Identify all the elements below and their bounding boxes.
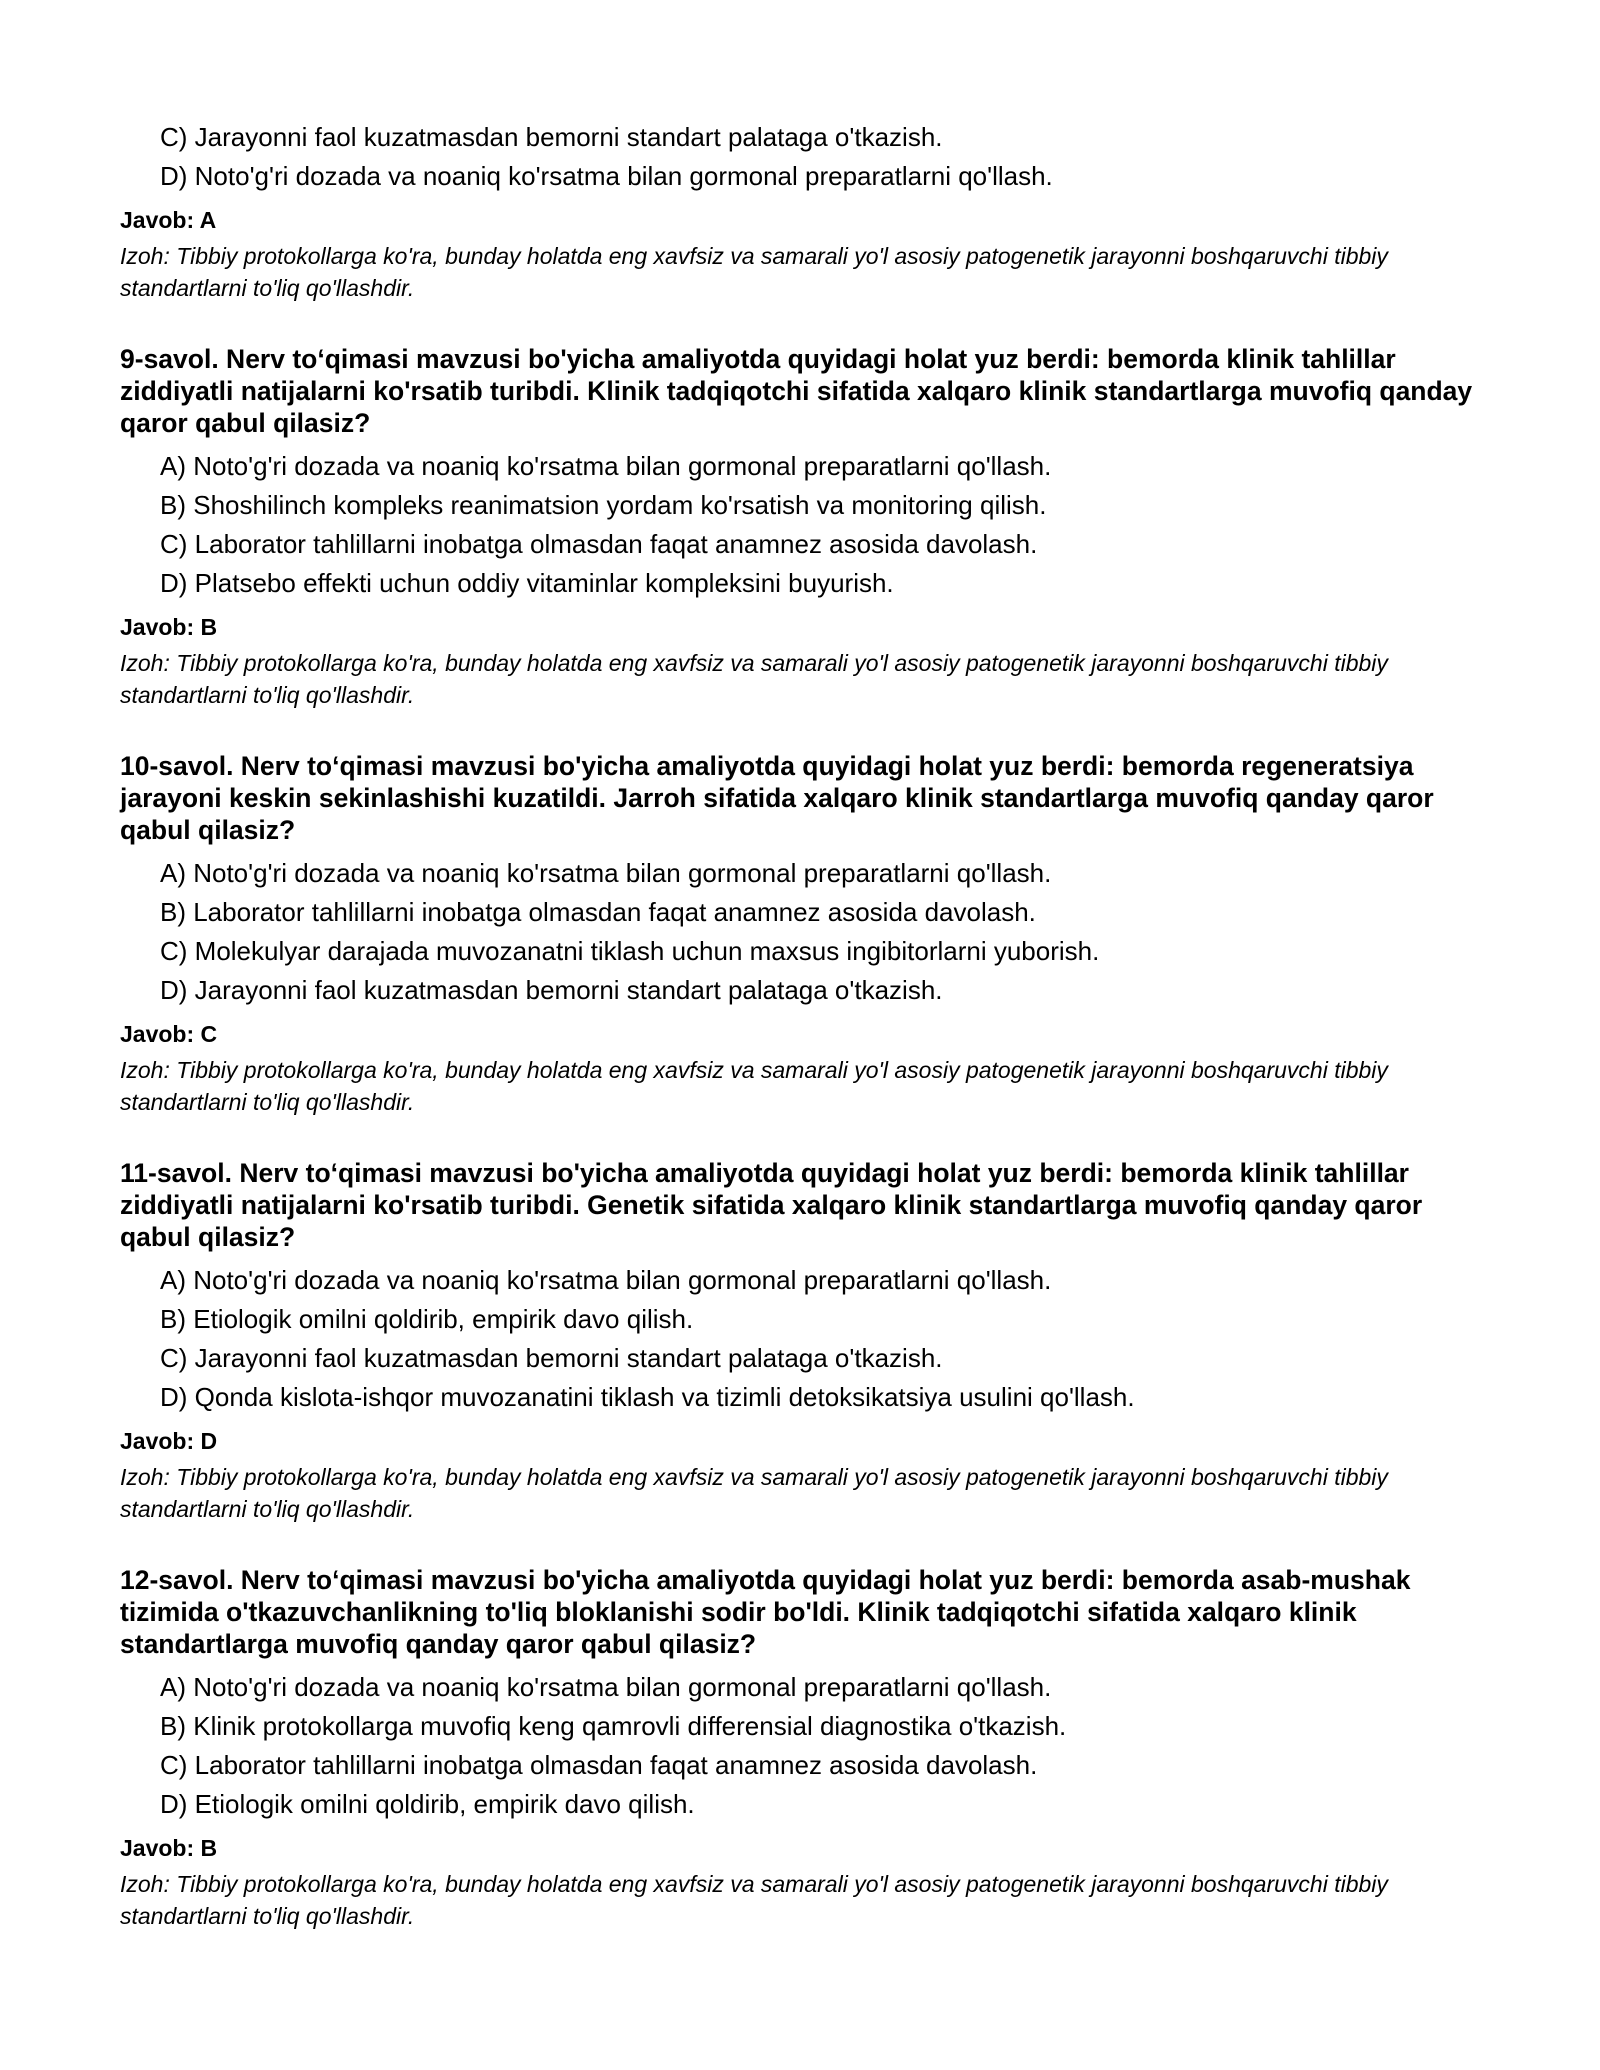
answer-label: Javob: D — [120, 1428, 218, 1454]
answer-label: Javob: B — [120, 1835, 218, 1861]
answer-label: Javob: C — [120, 1021, 218, 1047]
question-11 — [120, 1157, 1480, 1525]
option-c: C) Jarayonni faol kuzatmasdan bemorni standart palataga o'tkazish. — [160, 122, 943, 152]
option-c: C) Molekulyar darajada muvozanatni tiklash uchun maxsus ingibitorlarni yuborish. — [160, 936, 1100, 966]
option-a: A) Noto'g'ri dozada va noaniq ko'rsatma bilan gormonal preparatlarni qo'llash. — [160, 1265, 1052, 1295]
option-d: D) Etiologik omilni qoldirib, empirik davo qilish. — [160, 1789, 695, 1819]
question-text: 9-savol. Nerv to‘qimasi mavzusi bo'yicha amaliyotda quyidagi holat yuz berdi: bemorda klinik tahlillar ziddiyatli natijalarni ko'rsatib turibdi. Klinik tadqiqotchi sifatida xalqaro klinik standartlarga muvofiq qanday qaror qabul qilasiz? — [120, 344, 1473, 438]
option-d: D) Qonda kislota-ishqor muvozanatini tiklash va tizimli detoksikatsiya usulini qo'llash. — [160, 1382, 1135, 1412]
option-b: B) Klinik protokollarga muvofiq keng qamrovli differensial diagnostika o'tkazish. — [160, 1711, 1067, 1741]
question-9 — [120, 343, 1480, 711]
answer-label: Javob: B — [120, 614, 218, 640]
option-d: D) Jarayonni faol kuzatmasdan bemorni standart palataga o'tkazish. — [160, 975, 943, 1005]
option-b: B) Laborator tahlillarni inobatga olmasdan faqat anamnez asosida davolash. — [160, 897, 1036, 927]
question-text: 11-savol. Nerv to‘qimasi mavzusi bo'yicha amaliyotda quyidagi holat yuz berdi: bemorda klinik tahlillar ziddiyatli natijalarni ko'rsatib turibdi. Genetik sifatida xalqaro klinik standartlarga muvofiq qanday qaror qabul qilasiz? — [120, 1158, 1423, 1252]
explanation-note: Izoh: Tibbiy protokollarga ko'ra, bunday holatda eng xavfsiz va samarali yo'l asosiy patogenetik jarayonni boshqaruvchi tibbiy standartlarni to'liq qo'llashdir. — [120, 650, 1388, 708]
explanation-note: Izoh: Tibbiy protokollarga ko'ra, bunday holatda eng xavfsiz va samarali yo'l asosiy patogenetik jarayonni boshqaruvchi tibbiy standartlarni to'liq qo'llashdir. — [120, 243, 1388, 301]
explanation-note: Izoh: Tibbiy protokollarga ko'ra, bunday holatda eng xavfsiz va samarali yo'l asosiy patogenetik jarayonni boshqaruvchi tibbiy standartlarni to'liq qo'llashdir. — [120, 1057, 1388, 1115]
option-c: C) Laborator tahlillarni inobatga olmasdan faqat anamnez asosida davolash. — [160, 1750, 1038, 1780]
option-a: A) Noto'g'ri dozada va noaniq ko'rsatma bilan gormonal preparatlarni qo'llash. — [160, 858, 1052, 888]
document-page — [120, 118, 1480, 1932]
option-d: D) Noto'g'ri dozada va noaniq ko'rsatma bilan gormonal preparatlarni qo'llash. — [160, 161, 1053, 191]
option-d: D) Platsebo effekti uchun oddiy vitaminlar kompleksini buyurish. — [160, 568, 894, 598]
option-b: B) Etiologik omilni qoldirib, empirik davo qilish. — [160, 1304, 694, 1334]
question-12 — [120, 1564, 1480, 1932]
option-b: B) Shoshilinch kompleks reanimatsion yordam ko'rsatish va monitoring qilish. — [160, 490, 1047, 520]
question-text: 10-savol. Nerv to‘qimasi mavzusi bo'yicha amaliyotda quyidagi holat yuz berdi: bemorda regeneratsiya jarayoni keskin sekinlashishi kuzatildi. Jarroh sifatida xalqaro klinik standartlarga muvofiq qanday qaror qabul qilasiz? — [120, 751, 1434, 845]
question-10 — [120, 750, 1480, 1118]
answer-label: Javob: A — [120, 207, 217, 233]
option-a: A) Noto'g'ri dozada va noaniq ko'rsatma bilan gormonal preparatlarni qo'llash. — [160, 451, 1052, 481]
option-a: A) Noto'g'ri dozada va noaniq ko'rsatma bilan gormonal preparatlarni qo'llash. — [160, 1672, 1052, 1702]
question-8-continuation — [120, 118, 1480, 304]
explanation-note: Izoh: Tibbiy protokollarga ko'ra, bunday holatda eng xavfsiz va samarali yo'l asosiy patogenetik jarayonni boshqaruvchi tibbiy standartlarni to'liq qo'llashdir. — [120, 1464, 1388, 1522]
option-c: C) Jarayonni faol kuzatmasdan bemorni standart palataga o'tkazish. — [160, 1343, 943, 1373]
explanation-note: Izoh: Tibbiy protokollarga ko'ra, bunday holatda eng xavfsiz va samarali yo'l asosiy patogenetik jarayonni boshqaruvchi tibbiy standartlarni to'liq qo'llashdir. — [120, 1871, 1388, 1929]
option-c: C) Laborator tahlillarni inobatga olmasdan faqat anamnez asosida davolash. — [160, 529, 1038, 559]
question-text: 12-savol. Nerv to‘qimasi mavzusi bo'yicha amaliyotda quyidagi holat yuz berdi: bemorda asab-mushak tizimida o'tkazuvchanlikning to'liq bloklanishi sodir bo'ldi. Klinik tadqiqotchi sifatida xalqaro klinik standartlarga muvofiq qanday qaror qabul qilasiz? — [120, 1565, 1411, 1659]
